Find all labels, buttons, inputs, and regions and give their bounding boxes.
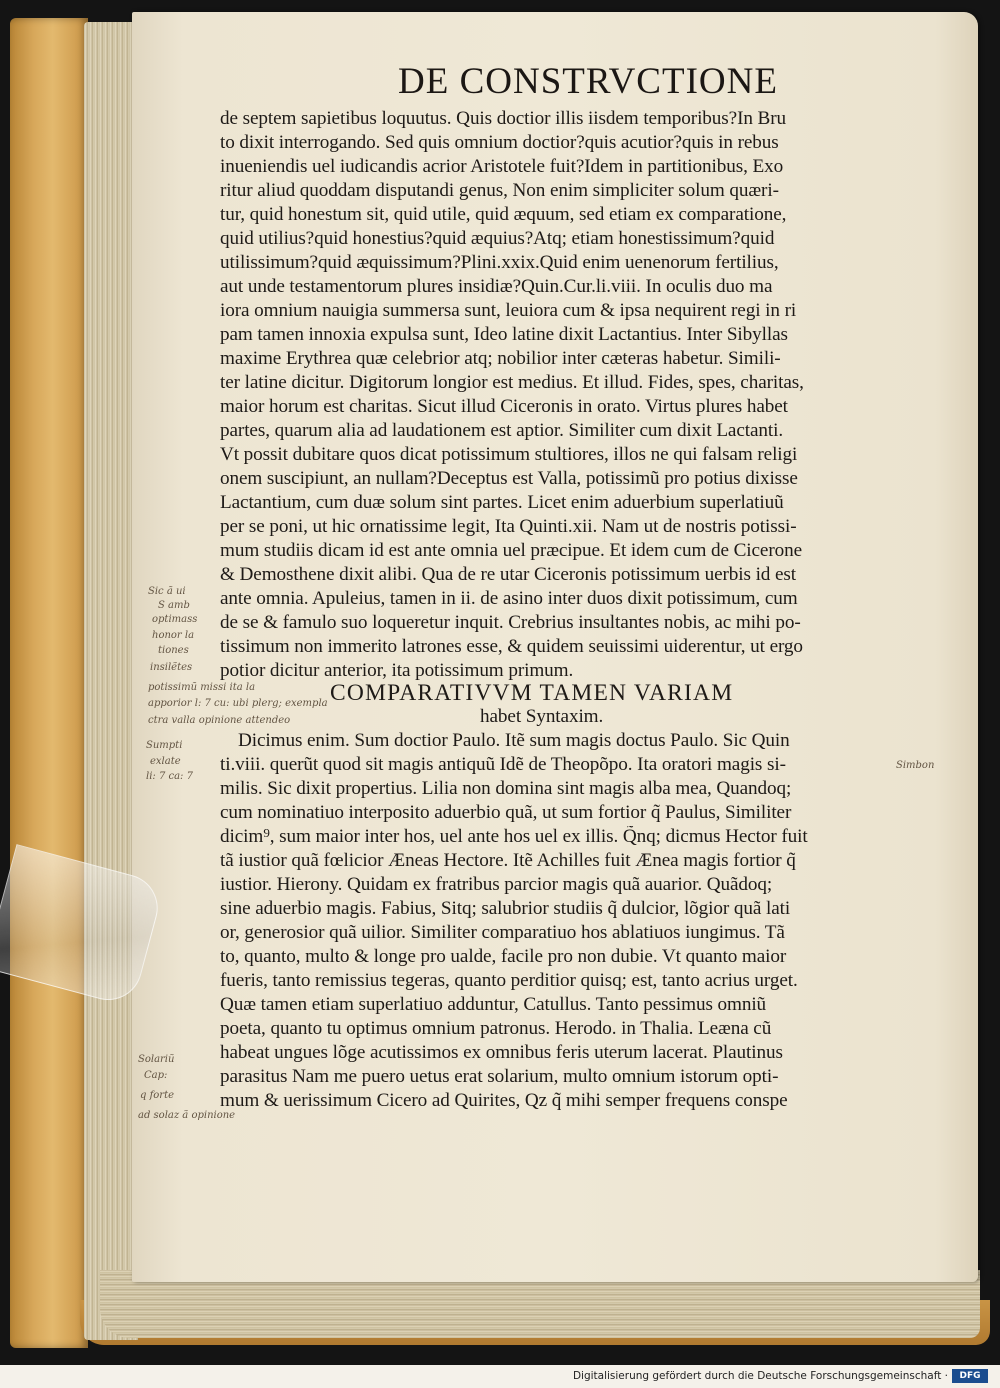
- footer-credit: Digitalisierung gefördert durch die Deutsche Forschungsgemeinschaft ·: [572, 1370, 948, 1382]
- text-line: maior horum est charitas. Sicut illud Ciceronis in orato. Virtus plures habet: [220, 396, 788, 417]
- text-line: mum studiis dicam id est ante omnia uel præcipue. Et idem cum de Cicerone: [220, 540, 803, 561]
- marginal-note: exlate: [150, 756, 181, 767]
- text-line: to, quanto, multo & longe pro ualde, facile pro non dubie. Vt quanto maior: [220, 946, 787, 967]
- page-edges: [84, 22, 138, 1340]
- dfg-logo: DFG: [952, 1369, 988, 1383]
- marginal-note: ad solaz ã opinione: [138, 1110, 236, 1121]
- text-line: de septem sapietibus loquutus. Quis doctior illis iisdem temporibus?In Bru: [220, 108, 787, 129]
- marginal-note: apporior l: 7 cu: ubi plerg; exempla: [148, 698, 328, 709]
- text-line: utilissimum?quid æquissimum?Plini.xxix.Quid enim uenenorum fertilius,: [220, 252, 779, 273]
- text-line: Dicimus enim. Sum doctior Paulo. Itẽ sum magis doctus Paulo. Sic Quin: [238, 730, 790, 751]
- text-line: quid utilius?quid honestius?quid æquius?Atq; etiam honestissimum?quid: [220, 228, 775, 249]
- text-line: de se & famulo suo loqueretur inquit. Crebrius insultantes nobis, ac mihi po-: [220, 612, 801, 633]
- marginal-note: Sumpti: [146, 740, 183, 751]
- text-line: inueniendis uel iudicandis acrior Aristotele fuit?Idem in partitionibus, Exo: [220, 156, 784, 177]
- text-line: per se poni, ut hic ornatissime legit, Ita Quinti.xii. Nam ut de nostris potissi-: [220, 516, 797, 537]
- text-line: to dixit interrogando. Sed quis omnium doctior?quis acutior?quis in rebus: [220, 132, 779, 153]
- section-heading: COMPARATIVVM TAMEN VARIAM: [330, 680, 734, 706]
- marginal-note: tiones: [158, 645, 189, 656]
- marginal-note: Cap:: [144, 1070, 168, 1081]
- text-line: habeat ungues lõge acutissimos ex omnibus feris uterum lacerat. Plautinus: [220, 1042, 783, 1063]
- text-line: tur, quid honestum sit, quid utile, quid æquum, sed etiam ex comparatione,: [220, 204, 787, 225]
- marginal-note: insilẽtes: [150, 662, 193, 673]
- text-line: maxime Erythrea quæ celebrior atq; nobilior inter cæteras habetur. Simili-: [220, 348, 781, 369]
- text-line: fueris, tanto remissius tegeras, quanto perditior quisq; est, tanto acrius urget.: [220, 970, 798, 991]
- marginal-note: Simbon: [896, 760, 935, 771]
- text-line: onem suscipiunt, an nullam?Deceptus est Valla, potissimũ pro potius dixisse: [220, 468, 798, 489]
- text-line: cum nominatiuo interposito aduerbio quã, ut sum fortior q̃ Paulus, Similiter: [220, 802, 792, 823]
- text-line: Quæ tamen etiam superlatiuo adduntur, Catullus. Tanto pessimus omniũ: [220, 994, 767, 1015]
- marginal-note: ctra valla opinione attendeo: [148, 715, 291, 726]
- marginal-note: Sic ã ui: [148, 586, 186, 597]
- book-cover-board: [10, 18, 88, 1348]
- marginal-note: optimass: [152, 614, 198, 625]
- text-line: or, generosior quã uilior. Similiter comparatiuo hos ablatiuos iungimus. Tã: [220, 922, 785, 943]
- running-head: DE CONSTRVCTIONE: [398, 61, 778, 102]
- text-line: & Demosthene dixit alibi. Qua de re utar Ciceronis potissimum uerbis id est: [220, 564, 797, 585]
- marginal-note: Solariũ: [138, 1054, 175, 1065]
- text-line: pam tamen innoxia expulsa sunt, Ideo latine dixit Lactantius. Inter Sibyllas: [220, 324, 788, 345]
- text-line: sine aduerbio magis. Fabius, Sitq; salubrior studiis q̃ dulcior, lõgior quã lati: [220, 898, 791, 919]
- text-line: milis. Sic dixit propertius. Lilia non domina sint magis alba mea, Quandoq;: [220, 778, 792, 799]
- footer-bar: [0, 1365, 1000, 1388]
- text-line: aut unde testamentorum plures insidiæ?Quin.Cur.li.viii. In oculis duo ma: [220, 276, 773, 297]
- marginal-note: li: 7 ca: 7: [146, 771, 193, 782]
- text-line: iora omnium nauigia summersa sunt, leuiora cum & ipsa nequirent regi in ri: [220, 300, 797, 321]
- marginal-note: q forte: [140, 1090, 175, 1101]
- text-line: iustior. Hierony. Quidam ex fratribus parcior magis quã auarior. Quãdoq;: [220, 874, 773, 895]
- text-line: Vt possit dubitare quos dicat potissimum stultiores, illos ne qui falsam religi: [220, 444, 798, 465]
- text-line: Lactantium, cum duæ solum sint partes. Licet enim aduerbium superlatiuũ: [220, 492, 784, 513]
- text-line: tã iustior quã fœlicior Æneas Hectore. Itẽ Achilles fuit Ænea magis fortior q̃: [220, 850, 796, 871]
- text-line: ti.viii. querũt quod sit magis antiquũ Idẽ de Theopõpo. Ita oratori magis si-: [220, 754, 786, 775]
- marginal-note: potissimũ missi ita la: [148, 682, 256, 693]
- text-line: dicim⁹, sum maior inter hos, uel ante hos uel ex illis. Q̃nq; dicmus Hector fuit: [220, 826, 808, 847]
- text-line: ante omnia. Apuleius, tamen in ii. de asino inter duos dixit potissimum, cum: [220, 588, 798, 609]
- text-line: tissimum non immerito latrones esse, & quidem seuissimi uiderentur, ut ergo: [220, 636, 803, 657]
- text-line: ritur aliud quoddam disputandi genus, Non enim simpliciter solum quæri-: [220, 180, 779, 201]
- marginal-note: S amb: [158, 600, 190, 611]
- text-line: parasitus Nam me puero uetus erat solarium, multo omnium istorum opti-: [220, 1066, 779, 1087]
- text-line: ter latine dicitur. Digitorum longior est medius. Et illud. Fides, spes, charitas,: [220, 372, 804, 393]
- text-line: partes, quarum alia ad laudationem est aptior. Similiter cum dixit Lactanti.: [220, 420, 784, 441]
- text-line: mum & uerissimum Cicero ad Quirites, Qz q̃ mihi semper frequens conspe: [220, 1090, 788, 1111]
- text-line: potior dicitur anterior, ita potissimum primum.: [220, 660, 574, 681]
- text-line: poeta, quanto tu optimus omnium patronus. Herodo. in Thalia. Leæna cũ: [220, 1018, 772, 1039]
- marginal-note: honor la: [152, 630, 195, 641]
- section-heading-continuation: habet Syntaxim.: [480, 706, 604, 727]
